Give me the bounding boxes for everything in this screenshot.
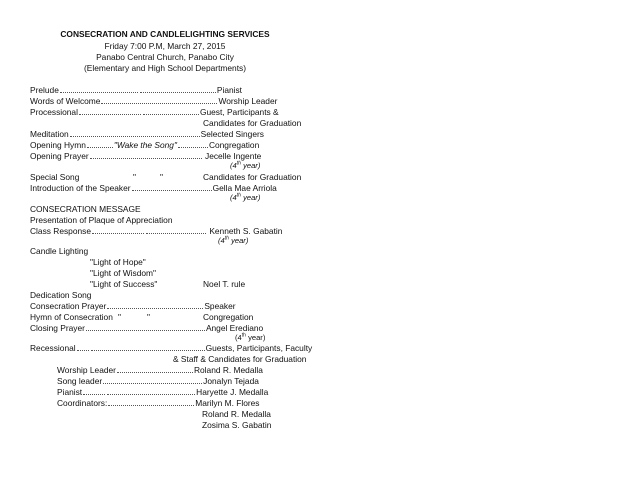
leader-dots — [108, 398, 194, 406]
item-consecration-prayer — [30, 301, 236, 312]
ordinal-suffix: th — [224, 235, 229, 242]
year-note — [235, 333, 265, 344]
leader-dots — [91, 343, 205, 351]
item-label: Meditation — [30, 129, 69, 139]
leader-dots — [101, 96, 217, 104]
year-note — [230, 193, 260, 204]
item-opening-prayer — [30, 151, 261, 162]
item-label: Words of Welcome — [30, 96, 101, 106]
year-word: year) — [248, 333, 266, 342]
year-number: 4 — [220, 236, 225, 245]
item-assignee: Jecelle Ingente — [205, 151, 262, 161]
paren: ( — [218, 236, 221, 245]
year-word: year) — [231, 236, 249, 245]
item-assignee: Guest, Participants & — [199, 107, 279, 117]
staff-role: Coordinators: — [57, 398, 108, 408]
staff-role: Worship Leader — [57, 365, 116, 375]
item-assignee: Gella Mae Arriola — [212, 183, 277, 193]
paren: ( — [230, 161, 233, 170]
item-consecration-message: CONSECRATION MESSAGE — [30, 204, 141, 214]
leader-dots — [132, 183, 212, 191]
year-number: 4 — [237, 333, 242, 342]
hymn-title: "Wake the Song" — [113, 140, 177, 150]
leader-dots — [146, 226, 206, 234]
item-recessional-assignee-2: & Staff & Candidates for Graduation — [173, 354, 307, 364]
staff-coordinators — [57, 398, 260, 409]
song-quote-open: " — [133, 172, 136, 182]
item-assignee: Kenneth S. Gabatin — [209, 226, 283, 236]
item-assignee: Guests, Participants, Faculty — [205, 343, 313, 353]
year-note — [218, 236, 248, 247]
staff-role: Pianist — [57, 387, 83, 397]
staff-worship-leader — [57, 365, 263, 376]
item-opening-hymn — [30, 140, 259, 151]
leader-dots — [103, 376, 202, 384]
program-department: (Elementary and High School Departments) — [84, 63, 246, 73]
item-assignee: Speaker — [204, 301, 236, 311]
leader-dots — [117, 365, 193, 373]
candle-light-wisdom: "Light of Wisdom" — [90, 268, 156, 278]
program-date: Friday 7:00 P.M, March 27, 2015 — [104, 41, 226, 51]
item-prelude — [30, 85, 242, 96]
ordinal-suffix: th — [236, 160, 241, 167]
leader-dots — [86, 323, 205, 331]
item-assignee: Angel Erediano — [205, 323, 264, 333]
leader-dots — [107, 301, 203, 309]
item-special-song — [30, 172, 79, 183]
program-title: CONSECRATION AND CANDLELIGHTING SERVICES — [60, 29, 270, 39]
year-note — [230, 161, 260, 172]
leader-dots — [83, 387, 105, 395]
item-assignee: Congregation — [208, 140, 260, 150]
leader-dots — [70, 129, 200, 137]
item-label: Recessional — [30, 343, 76, 353]
staff-person: Haryette J. Medalla — [196, 387, 269, 397]
item-special-song-assignee: Candidates for Graduation — [203, 172, 302, 182]
item-processional-assignee-2: Candidates for Graduation — [203, 118, 302, 128]
staff-person: Jonalyn Tejada — [203, 376, 259, 386]
item-assignee: Selected Singers — [200, 129, 264, 139]
leader-dots — [107, 387, 195, 395]
item-label: Class Response — [30, 226, 91, 236]
candle-light-hope: "Light of Hope" — [90, 257, 146, 267]
staff-role: Song leader — [57, 376, 103, 386]
year-number: 4 — [232, 161, 237, 170]
song-quote-close: " — [160, 172, 163, 182]
item-recessional — [30, 343, 312, 354]
staff-song-leader — [57, 376, 259, 387]
leader-dots — [87, 140, 113, 148]
ordinal-suffix: th — [241, 332, 246, 339]
candle-light-assignee: Noel T. rule — [203, 279, 246, 289]
paren: ( — [235, 333, 238, 342]
item-label: Prelude — [30, 85, 59, 95]
leader-dots — [92, 226, 144, 234]
item-plaque-presentation: Presentation of Plaque of Appreciation — [30, 215, 173, 225]
leader-dots — [77, 343, 89, 351]
hymn-quote-close: " — [147, 312, 150, 322]
program-venue: Panabo Central Church, Panabo City — [96, 52, 234, 62]
item-closing-prayer — [30, 323, 263, 334]
year-number: 4 — [232, 193, 237, 202]
staff-person: Roland R. Medalla — [193, 365, 263, 375]
item-assignee: Pianist — [216, 85, 243, 95]
item-label: Processional — [30, 107, 78, 117]
item-class-response — [30, 226, 282, 237]
item-label: Hymn of Consecration — [30, 312, 113, 322]
item-label: Introduction of the Speaker — [30, 183, 131, 193]
staff-coordinator-2: Roland R. Medalla — [202, 409, 271, 419]
leader-dots — [178, 140, 208, 148]
item-words-of-welcome — [30, 96, 277, 107]
leader-dots — [143, 107, 199, 115]
ordinal-suffix: th — [236, 192, 241, 199]
item-hymn-of-consecration — [30, 312, 113, 323]
leader-dots — [79, 107, 141, 115]
staff-coordinator-3: Zosima S. Gabatin — [202, 420, 272, 430]
year-word: year) — [243, 161, 261, 170]
item-label: Closing Prayer — [30, 323, 85, 333]
staff-person: Marilyn M. Flores — [195, 398, 260, 408]
item-meditation — [30, 129, 264, 140]
item-label: Opening Hymn — [30, 140, 86, 150]
leader-dots — [60, 85, 138, 93]
item-label: Opening Prayer — [30, 151, 89, 161]
candle-light-success: "Light of Success" — [90, 279, 158, 289]
year-word: year) — [243, 193, 261, 202]
leader-dots — [140, 85, 216, 93]
item-dedication-song: Dedication Song — [30, 290, 92, 300]
staff-pianist — [57, 387, 268, 398]
item-label: Consecration Prayer — [30, 301, 107, 311]
paren: ( — [230, 193, 233, 202]
item-assignee: Worship Leader — [218, 96, 278, 106]
item-label: Special Song — [30, 172, 80, 182]
item-hymn-of-consecration-assignee: Congregation — [203, 312, 254, 322]
item-processional — [30, 107, 279, 118]
hymn-quote-open: " — [118, 312, 121, 322]
leader-dots — [90, 151, 202, 159]
item-candle-lighting: Candle Lighting — [30, 246, 89, 256]
